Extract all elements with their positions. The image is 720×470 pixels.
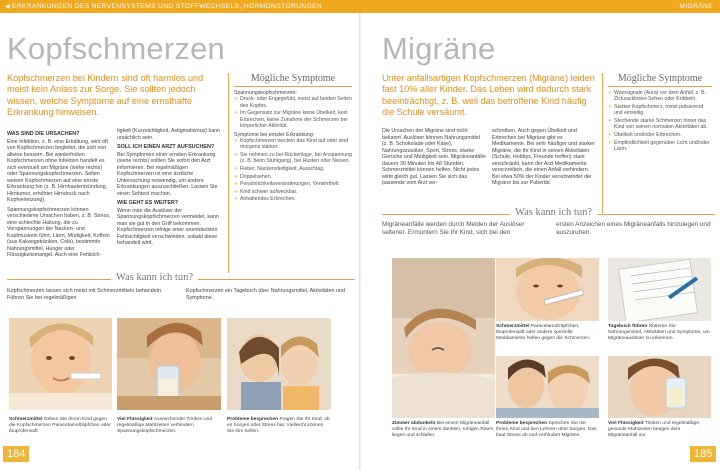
- symptoms-box-left: [228, 73, 352, 273]
- symptoms-intro: Symptome bei ernster Erkrankung:: [234, 131, 315, 138]
- symptom-item: ✳ Im Gegensatz zur Migräne keine Übelkeit, kein Erbrechen, keine Zunahme der Schmerzen bei körperlicher Aktivität.: [234, 110, 352, 129]
- symptom-item: ✳ Übelkeit und/oder Erbrechen.: [608, 132, 712, 138]
- photo-caption: Viel Flüssigkeit Ausreichender Trinken und regelmäßige Mahlzeiten verhindern Spannungskopfschmerzen.: [117, 417, 213, 434]
- tip-box-right: [382, 207, 715, 218]
- body-column-1-right: [382, 128, 486, 190]
- symptom-item: ✳ Kind schwer aufweckbar.: [234, 189, 352, 195]
- symptoms-intro: Spannungskopfschmerzen:: [234, 90, 297, 96]
- page-number-left: 184: [3, 446, 29, 462]
- symptom-item: ✳ Anhaltendes Erbrechen.: [234, 196, 352, 202]
- photo-child-resting-dark: [392, 258, 495, 418]
- body-paragraph: tigkeit (Kurzsichtigkeit, Astigmatismus) kann ursächlich sein.: [117, 128, 221, 141]
- symptoms-title: Mögliche Symptome: [234, 73, 352, 87]
- body-paragraph: schreiben. Auch gegen Übelkeit und Erbrechen bei Migräne gibt es Medikamente. Bei sehr häufiger und starker Migräne, die Ihr Kind in seinen Aktivitäten (Schule, Hobbys, Freunde treffen) stark einschränkt, kann der Arzt Medikamente verschreiben, die einen Anfall verhindern. Bei etwa 50% der Kinder verschwindet die Migräne bis zur Pubertät.: [492, 128, 595, 186]
- tip-text: Kopfschmerzen ein Tagebuch über Nahrungsmittel, Aktivitäten und Symptome.: [186, 288, 346, 301]
- photo-child-talking-parent: [496, 356, 599, 418]
- triangle-left-icon: ◀: [5, 4, 11, 10]
- symptoms-list: [234, 138, 352, 203]
- body-paragraph: Die Ursachen der Migräne sind nicht bekannt. Auslöser können Nahrungsmittel (z. B. Schokolade oder Käse), Nahrungszusätze, Sport, Stress, starke Gerüche und Müdigkeit sein. Migräneanfälle dauern 30 Minuten bis 48 Stunden. Schmerzmittel können helfen. Nicht jedes wirkt gleich gut. Lassen Sie sich das passende vom Arzt ver-: [382, 128, 486, 186]
- symptom-item: ✳ Doppelsehen.: [234, 174, 352, 180]
- body-paragraph: Bei Symptomen einer ernsten Erkrankung (siehe rechts) sollten Sie sofort den Arzt informieren. Bei regelmäßigen Kopfschmerzen ist eine ärztliche Untersuchung notwendig, um andere Erkrankungen auszuschließen. Lassen Sie einen Sehtest machen.: [117, 151, 218, 197]
- symptoms-list: [234, 96, 352, 129]
- tip-heading: Was kann ich tun?: [510, 207, 597, 218]
- symptoms-title: Mögliche Symptome: [608, 73, 712, 87]
- body-column-1-left: [7, 128, 111, 262]
- photo-medicine-syringe: [496, 258, 599, 321]
- lead-paragraph-right: Unter anfallsartigen Kopfschmerzen (Migräne) leiden fast 10% aller Kinder. Das Leben wird dadurch stark beeinträchtigt, z. B. weil das betroffene Kind häufig die Schule versäumt.: [382, 73, 595, 117]
- tip-text: Migräneanfälle werden durch Meiden der Auslöser seltener. Ermuntern Sie Ihr Kind, sich bei den: [382, 221, 525, 236]
- body-paragraph: Eine Infektion, z. B. eine Erkältung, wird oft von Kopfschmerzen begleitet, die sich von alleine bessern. Bei wiederholten Kopfschmerzen ohne Infektion handelt es sich eventuell um Migräne (siehe rechts) oder Spannungskopfschmerzen. Selten weisen Kopfschmerzen auf eine ernste Erkrankung hin (z. B. Hirnhautentzündung, Hirntumor, erhöhter Hirndruck nach Kopfverletzung).: [7, 138, 108, 203]
- photo-child-drinking: [117, 318, 221, 410]
- symptom-item: ✳ Starker Kopfschmerz, meist pulsierend und einseitig.: [608, 104, 712, 117]
- section-heading: SOLL ICH EINEN ARZT AUFSUCHEN?: [117, 144, 215, 150]
- tip-heading: Was kann ich tun?: [111, 272, 198, 283]
- symptom-item: ✳ Stechende starke Schmerzen hinter das Kind von seinen normalen Aktivitäten ab.: [608, 118, 712, 131]
- photo-caption: Viel Flüssigkeit Trinken und regelmäßige, gesunde Mahlzeiten beugen dem Migräneanfall vor.: [608, 421, 701, 438]
- running-header-left: ◀ ERKRANKUNGEN DES NERVENSYSTEMS UND STOFFWECHSELS, HORMONSTÖRUNGEN: [0, 0, 360, 13]
- symptoms-list: [608, 90, 712, 152]
- photo-child-medicine: [9, 318, 112, 410]
- photo-mother-child-talking: [227, 318, 331, 410]
- photo-caption: Schmerzmittel Geben Sie Ihrem Kind gegen die Kopfschmerzen Paracetamolzäpfchen oder Ibuprofensaft.: [9, 417, 111, 434]
- tip-text: Kopfschmerzen lassen sich meist mit Schmerzmitteln behandeln. Führen Sie bei regelmäßigen: [7, 288, 163, 301]
- symptom-item: ✳ Druck- oder Engegefühl, meist auf beiden Seiten des Kopfes.: [234, 96, 352, 109]
- photo-child-drinking-glass: [608, 356, 711, 418]
- tip-text: ersten Anzeichen eines Migräneanfalls hinzulegen und auszuruhen.: [556, 221, 711, 236]
- body-column-2-right: [492, 128, 596, 190]
- lead-paragraph-left: Kopfschmerzen bei Kindern sind oft harmlos und meist kein Anlass zur Sorge. Sie sollten jedoch wissen, welche Symptome auf eine ernsthafte Erkrankung hinweisen.: [7, 73, 204, 117]
- symptom-item: ✳ Sie nehmen zu bei Rückenlage, bei Anspannung (z. B. beim Stuhlgang), bei Husten oder Niesen.: [234, 152, 352, 165]
- symptom-item: ✳ Persönlichkeitsveränderungen, Verwirrtheit.: [234, 181, 352, 187]
- photo-caption: Schmerzmittel Paracetamolzäpfchen, Ibuprofensaft oder andere spezielle Medikamente helfen gegen die Schmerzen.: [496, 324, 591, 341]
- running-header-right: MIGRÄNE: [360, 0, 720, 13]
- symptom-item: ✳ Empfindlichkeit gegenüber Licht und/oder Lärm.: [608, 140, 712, 153]
- symptom-item: ✳ Fieber, Nackensteifigkeit, Ausschlag.: [234, 166, 352, 172]
- body-column-2-left: [117, 128, 223, 250]
- body-paragraph: Wenn man die Auslöser der Spannungskopfschmerzen vermeidet, kann man sie gut in den Griff bekommen. Kopfschmerzen infolge einer unentdeckten Fehlsichtigkeit verschwinden, sobald diese behandelt wird.: [117, 207, 219, 246]
- symptoms-box-right: [602, 73, 712, 213]
- photo-diary-notebook: [608, 258, 711, 321]
- page-title-left: Kopfschmerzen: [7, 31, 225, 66]
- photo-caption: Probleme besprechen Fragen Sie Ihr Kind, ob es Sorgen oder Stress hat. Vielleicht können Sie ihm helfen.: [227, 417, 330, 434]
- symptom-item: ✳ Kopfschmerzen wecken das Kind auf oder sind morgens stärker.: [234, 138, 352, 151]
- photo-caption: Probleme besprechen Sprechen Sie mit Ihrem Kind und den Lehrern über Sorgen. Das baut Stress ab und verhindert Migräne.: [496, 421, 597, 438]
- section-heading: WAS SIND DIE URSACHEN?: [7, 131, 80, 137]
- page-number-right: 185: [690, 446, 716, 462]
- tip-box-left: [7, 272, 355, 283]
- page-title-right: Migräne: [382, 31, 496, 66]
- body-paragraph: Spannungskopfschmerzen können verschiedene Ursachen haben, z. B. Stress, eine schlechte Haltung, die zu Verspannungen der Nacken- und Kopfmuskeln führt, Lärm, Müdigkeit, Koffein (aus Kakaogetränken, Cola), bestimmte Nahrungsmittel, Hunger oder Flüssigkeitsmangel. Auch eine Fehlsich-: [7, 206, 111, 258]
- photo-caption: Tagebuch führen Notieren Sie Nahrungsmittel, Aktivitäten und Symptome, um Migräneauslöser zu erkennen.: [608, 324, 710, 341]
- photo-caption: Zimmer abdunkeln Bei einem Migräneanfall sollte Ihr Kind in einem dunklen, ruhigen Raum liegen und schlafen.: [392, 421, 494, 438]
- symptom-item: ✳ Warnsignale (Aura) vor dem Anfall, z. B. Zickzacklinien-Sehen oder Kribbeln.: [608, 90, 712, 103]
- left-page: [0, 13, 360, 470]
- section-heading: WIE GEHT ES WEITER?: [117, 200, 179, 206]
- right-page: [360, 13, 720, 470]
